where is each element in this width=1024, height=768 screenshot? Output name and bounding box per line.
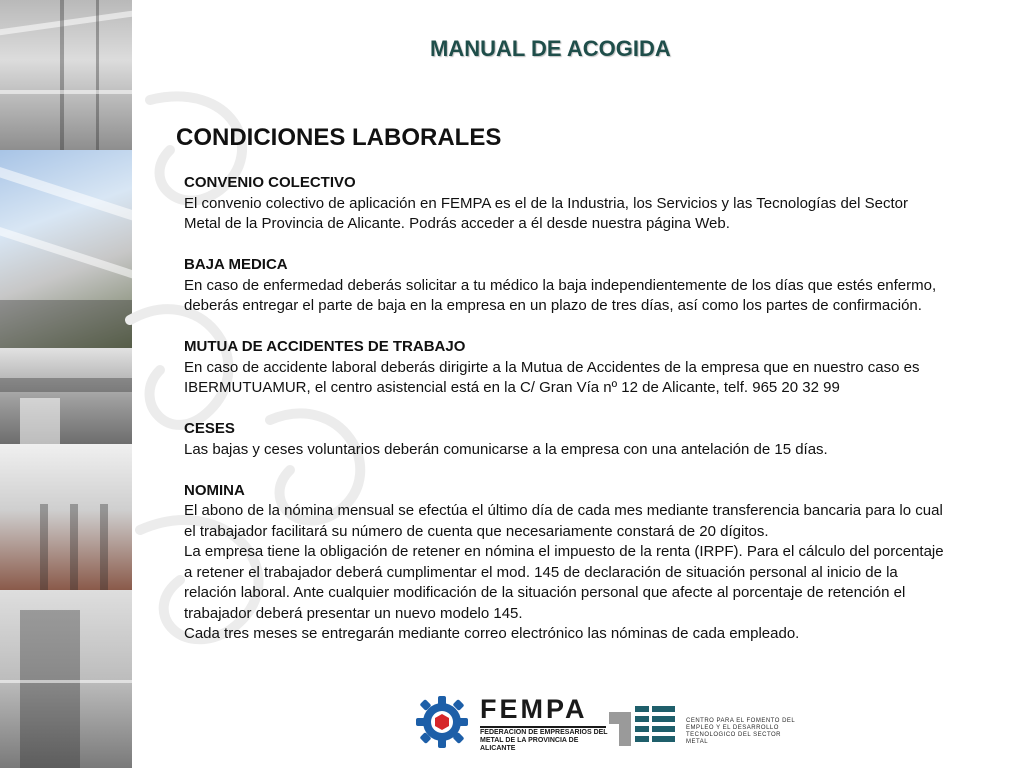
- section-paragraph: El abono de la nómina mensual se efectúa el último día de cada mes mediante transferencia bancaria para lo cual el trabajador facilitará su número de cuenta que necesariamente constará de 20 dígitos.: [184, 502, 943, 540]
- section-baja-medica: [184, 255, 944, 317]
- centro-description: CENTRO PARA EL FOMENTO DEL EMPLEO Y EL DESARROLLO TECNOLOGICO DEL SECTOR METAL: [686, 718, 796, 745]
- section-heading: NOMINA: [184, 481, 245, 499]
- section-paragraph: Las bajas y ceses voluntarios deberán comunicarse a la empresa con una antelación de 15 días.: [184, 440, 828, 458]
- page-header-title: MANUAL DE ACOGIDA: [430, 36, 671, 61]
- section-paragraph: En caso de enfermedad deberás solicitar a tu médico la baja independientemente de los días que estés enfermo, deberás entregar el parte de baja en la empresa en un plazo de tres días, así como los partes de confirmación.: [184, 276, 937, 314]
- section-title: CONDICIONES LABORALES: [176, 124, 502, 151]
- section-mutua: [184, 337, 944, 399]
- section-heading: CONVENIO COLECTIVO: [184, 174, 356, 191]
- section-ceses: [184, 419, 944, 460]
- section-heading: BAJA MEDICA: [184, 256, 288, 273]
- footer-logos: [414, 690, 794, 752]
- fempa-underline: [480, 726, 606, 728]
- section-heading: CESES: [184, 420, 235, 437]
- section-paragraph: En caso de accidente laboral deberás dirigirte a la Mutua de Accidentes de la empresa que en nuestro caso es IBERMUTUAMUR, el centro asistencial está en la C/ Gran Vía nº 12 de Alicante, telf. 965 20 32 99: [184, 358, 920, 396]
- fempa-wordmark: FEMPA: [480, 694, 588, 724]
- section-paragraph: El convenio colectivo de aplicación en FEMPA es el de la Industria, los Servicios y las Tecnologías del Sector Metal de la Provincia de Alicante. Podrás acceder a él desde nuestra página Web.: [184, 194, 908, 232]
- section-heading: MUTUA DE ACCIDENTES DE TRABAJO: [184, 338, 466, 355]
- section-paragraph: Cada tres meses se entregarán mediante correo electrónico las nóminas de cada empleado.: [184, 625, 800, 642]
- fempa-gear-logo-icon: [414, 694, 470, 750]
- section-nomina: [184, 481, 944, 645]
- content-body: [184, 173, 944, 665]
- fempa-subtitle: FEDERACION DE EMPRESARIOS DEL METAL DE LA PROVINCIA DE ALICANTE: [480, 729, 608, 752]
- section-convenio: [184, 173, 944, 235]
- section-paragraph: La empresa tiene la obligación de retener en nómina el impuesto de la renta (IRPF). Para el cálculo del porcentaje a retener el trabajador deberá cumplimentar el mod. 145 de declaración de situación personal al inicio de la relación laboral. Ante cualquier modificación de la situación personal que afecte al porcentaje de retención el trabajador deberá presentar un nuevo modelo 145.: [184, 543, 944, 622]
- centro-logo-icon: [609, 702, 675, 746]
